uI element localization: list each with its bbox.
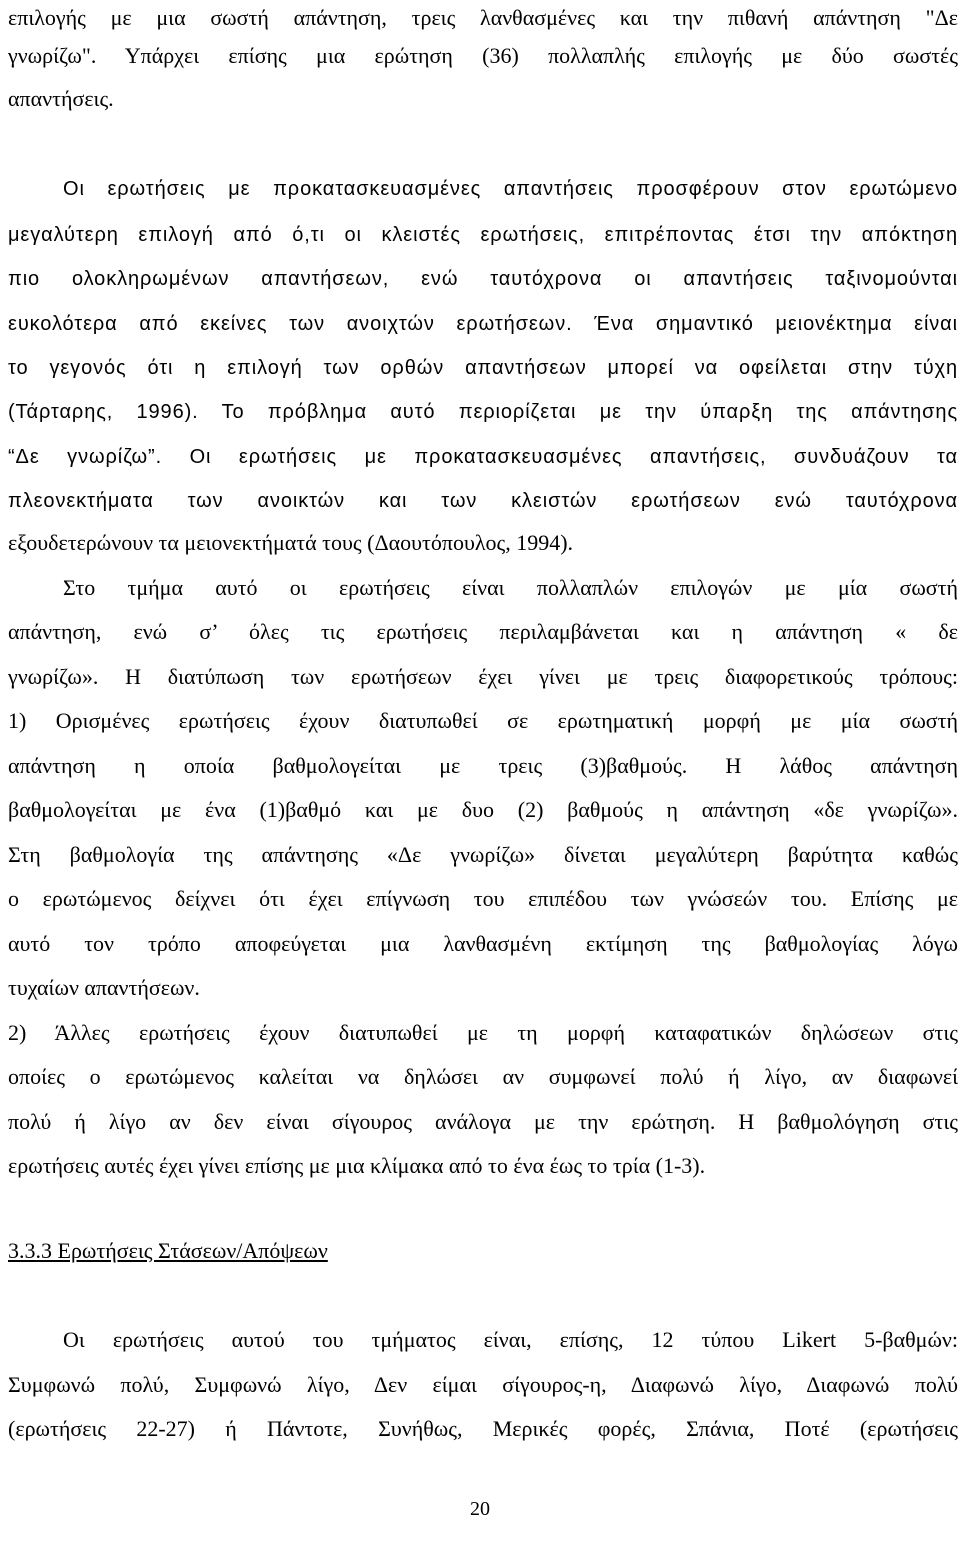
text-line: εξουδετερώνουν τα μειονεκτήματά τους (Δαουτόπουλος, 1994). xyxy=(8,530,574,555)
text-line: βαθμολογείται με ένα (1)βαθμό και με δυο (2) βαθμούς η απάντηση «δε γνωρίζω». xyxy=(8,797,958,822)
text-line: μεγαλύτερη επιλογή από ό,τι οι κλειστές ερωτήσεις, επιτρέποντας έτσι την απόκτηση xyxy=(8,224,958,246)
page-number: 20 xyxy=(470,1498,490,1520)
text-line: 1) Ορισμένες ερωτήσεις έχουν διατυπωθεί σε ερωτηματική μορφή με μία σωστή xyxy=(8,708,958,733)
text-line: πιο ολοκληρωμένων απαντήσεων, ενώ ταυτόχρονα οι απαντήσεις ταξινομούνται xyxy=(8,268,958,290)
text-line: γνωρίζω». Η διατύπωση των ερωτήσεων έχει γίνει με τρεις διαφορετικούς τρόπους: xyxy=(8,664,958,689)
text-line: “Δε γνωρίζω”. Οι ερωτήσεις με προκατασκευασμένες απαντήσεις, συνδυάζουν τα xyxy=(8,446,958,468)
text-line: τυχαίων απαντήσεων. xyxy=(8,975,200,1000)
text-line: απάντηση, ενώ σ’ όλες τις ερωτήσεις περιλαμβάνεται και η απάντηση « δε xyxy=(8,619,958,644)
text-line: ευκολότερα από εκείνες των ανοιχτών ερωτήσεων. Ένα σημαντικό μειονέκτημα είναι xyxy=(8,313,958,335)
text-line: 2) Άλλες ερωτήσεις έχουν διατυπωθεί με τη μορφή καταφατικών δηλώσεων στις xyxy=(8,1020,958,1045)
text-line: (Τάρταρης, 1996). Το πρόβλημα αυτό περιορίζεται με την ύπαρξη της απάντησης xyxy=(8,401,958,423)
section-heading: 3.3.3 Ερωτήσεις Στάσεων/Απόψεων xyxy=(8,1238,328,1263)
text-line: απάντηση η οποία βαθμολογείται με τρεις (3)βαθμούς. Η λάθος απάντηση xyxy=(8,753,958,778)
text-line: πλεονεκτήματα των ανοικτών και των κλειστών ερωτήσεων ενώ ταυτόχρονα xyxy=(8,490,958,512)
text-line: Οι ερωτήσεις αυτού του τμήματος είναι, επίσης, 12 τύπου Likert 5-βαθμών: xyxy=(63,1327,958,1352)
text-line: το γεγονός ότι η επιλογή των ορθών απαντήσεων μπορεί να οφείλεται στην τύχη xyxy=(8,357,958,379)
text-line: οποίες ο ερωτώμενος καλείται να δηλώσει αν συμφωνεί πολύ ή λίγο, αν διαφωνεί xyxy=(8,1064,958,1089)
text-line: πολύ ή λίγο αν δεν είναι σίγουρος ανάλογα με την ερώτηση. Η βαθμολόγηση στις xyxy=(8,1109,958,1134)
text-line: Στο τμήμα αυτό οι ερωτήσεις είναι πολλαπλών επιλογών με μία σωστή xyxy=(63,575,958,600)
text-line: Στη βαθμολογία της απάντησης «Δε γνωρίζω» δίνεται μεγαλύτερη βαρύτητα καθώς xyxy=(8,842,958,867)
text-line: γνωρίζω". Υπάρχει επίσης μια ερώτηση (36) πολλαπλής επιλογής με δύο σωστές xyxy=(8,43,958,68)
text-line: αυτό τον τρόπο αποφεύγεται μια λανθασμένη εκτίμηση της βαθμολογίας λόγω xyxy=(8,931,958,956)
text-line: απαντήσεις. xyxy=(8,86,114,111)
text-line: Οι ερωτήσεις με προκατασκευασμένες απαντήσεις προσφέρουν στον ερωτώμενο xyxy=(63,178,958,200)
text-line: ερωτήσεις αυτές έχει γίνει επίσης με μια κλίμακα από το ένα έως το τρία (1-3). xyxy=(8,1153,706,1178)
text-line: επιλογής με μια σωστή απάντηση, τρεις λανθασμένες και την πιθανή απάντηση "Δε xyxy=(8,5,958,30)
text-line: Συμφωνώ πολύ, Συμφωνώ λίγο, Δεν είμαι σίγουρος-η, Διαφωνώ λίγο, Διαφωνώ πολύ xyxy=(8,1372,958,1397)
text-line: ο ερωτώμενος δείχνει ότι έχει επίγνωση του επιπέδου των γνώσεών του. Επίσης με xyxy=(8,886,958,911)
text-line: (ερωτήσεις 22-27) ή Πάντοτε, Συνήθως, Μερικές φορές, Σπάνια, Ποτέ (ερωτήσεις xyxy=(8,1416,958,1441)
